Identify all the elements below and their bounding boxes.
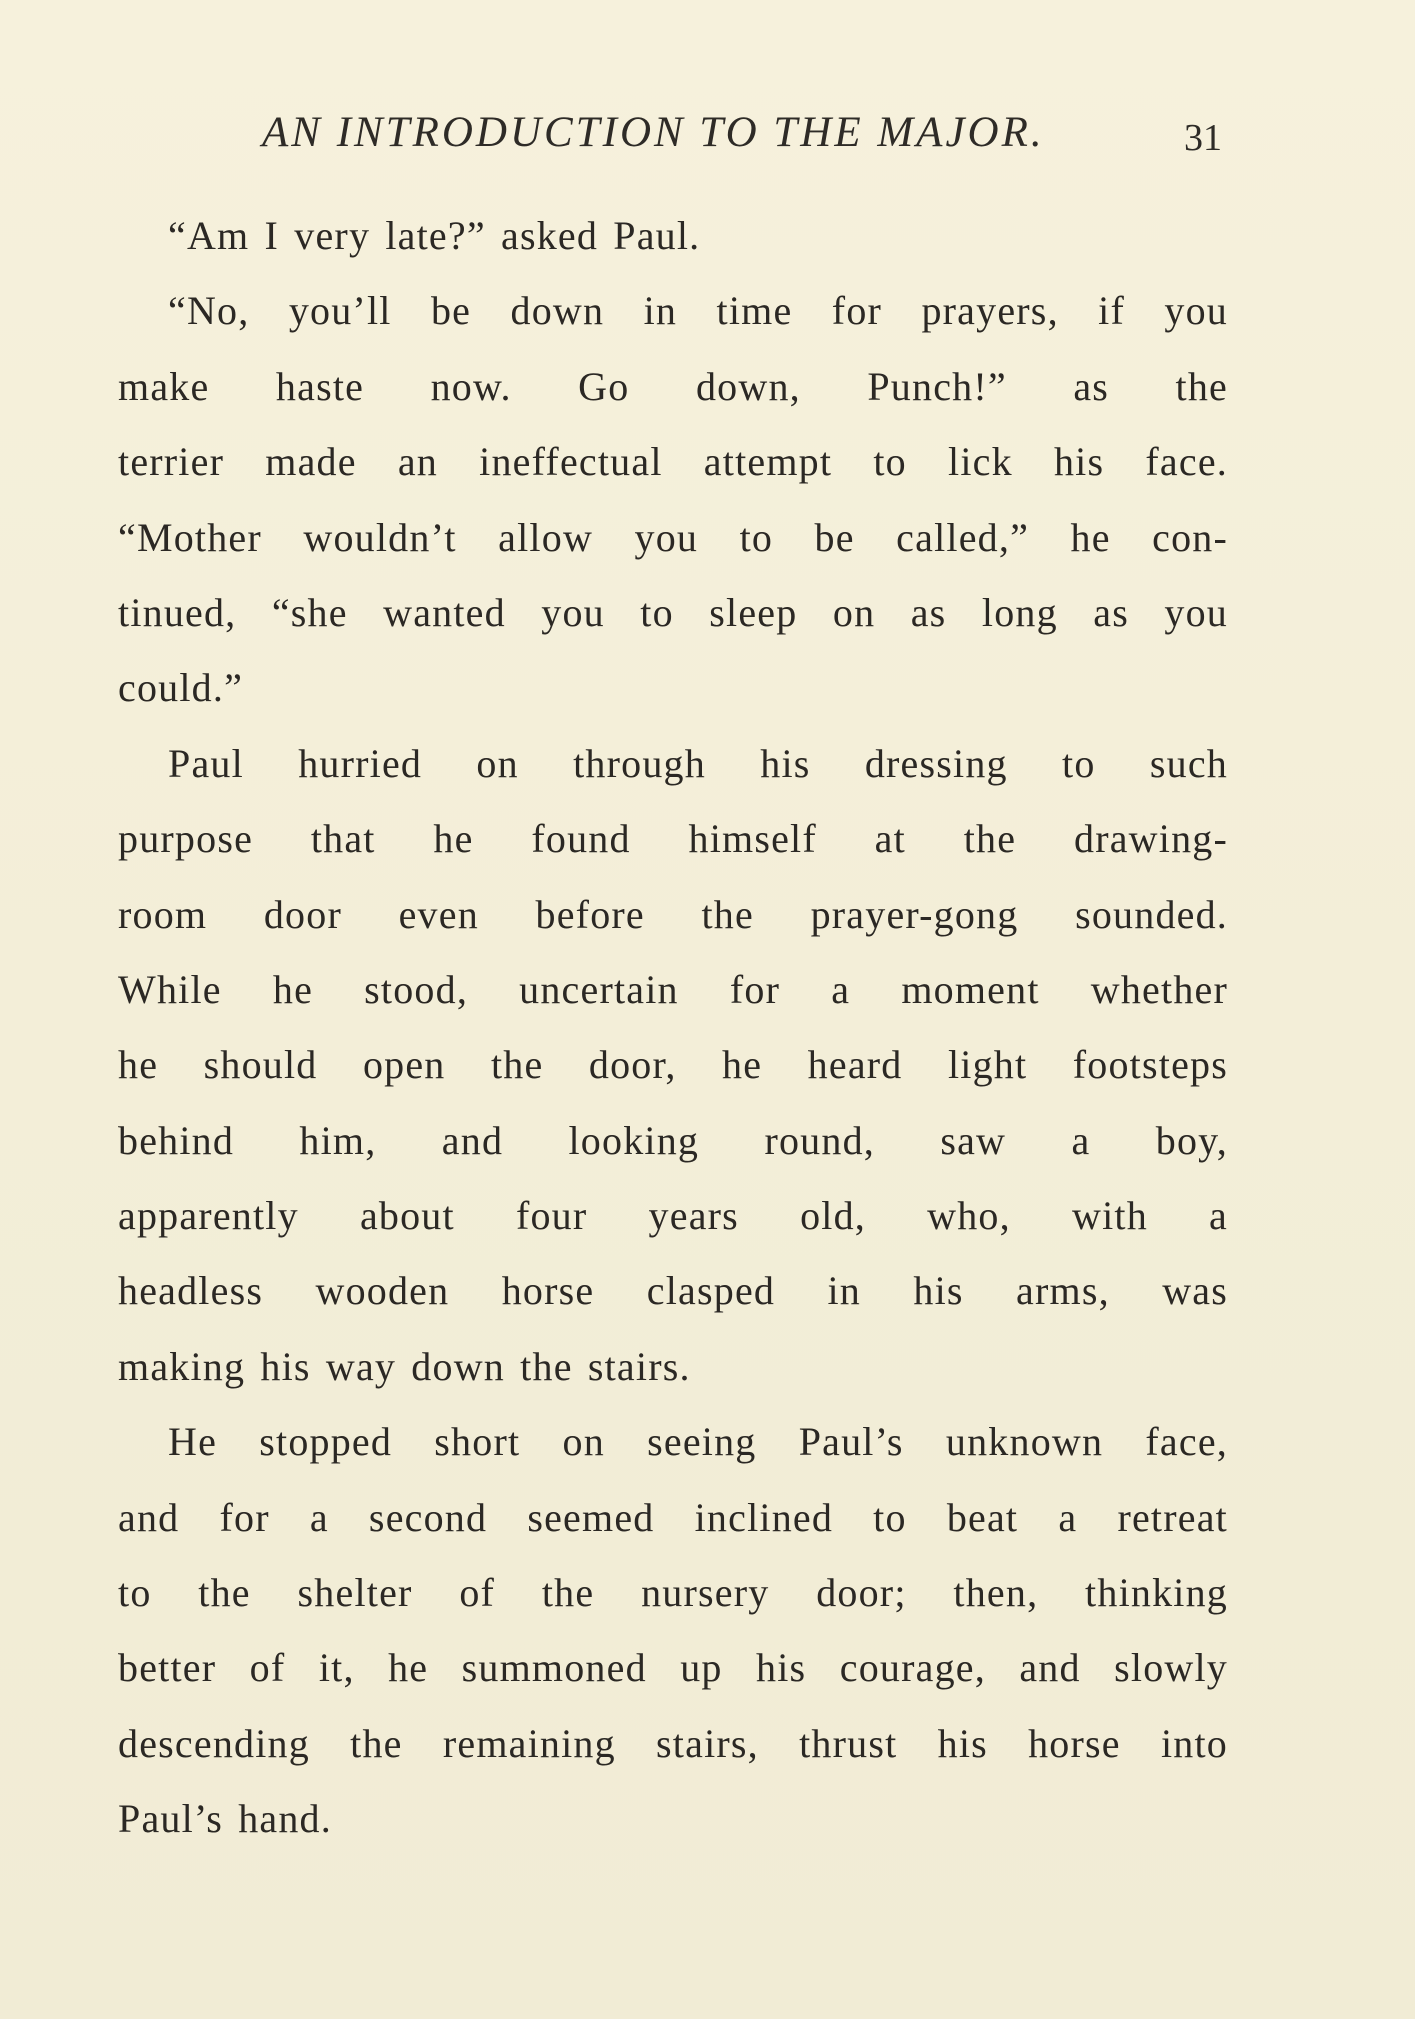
text-line: room door even before the prayer-gong sounded. [118,891,1228,937]
running-title: AN INTRODUCTION TO THE MAJOR. [262,109,1045,156]
text-line: descending the remaining stairs, thrust his horse into [118,1720,1228,1766]
text-line: to the shelter of the nursery door; then, thinking [118,1570,1228,1616]
text-line: and for a second seemed inclined to beat a retreat [118,1494,1228,1540]
text-line: tinued, “she wanted you to sleep on as long as you [118,589,1228,635]
text-line: apparently about four years old, who, with a [118,1193,1228,1239]
page-number: 31 [1184,117,1222,159]
text-line: While he stood, uncertain for a moment whether [118,966,1228,1012]
text-line: headless wooden horse clasped in his arms, was [118,1268,1228,1314]
text-line: making his way down the stairs. [118,1343,691,1389]
text-line: “Am I very late?” asked Paul. [168,213,701,258]
text-line: purpose that he found himself at the drawing- [118,816,1228,862]
text-line: “No, you’ll be down in time for prayers, if you [168,288,1228,334]
text-line: Paul hurried on through his dressing to such [168,740,1228,786]
text-line: “Mother wouldn’t allow you to be called,” he con- [118,514,1228,560]
text-line: better of it, he summoned up his courage, and slowly [118,1645,1228,1691]
text-line: behind him, and looking round, saw a boy, [118,1117,1228,1163]
text-line: make haste now. Go down, Punch!” as the [118,363,1228,409]
text-line: terrier made an ineffectual attempt to lick his face. [118,439,1228,485]
text-line: could.” [118,665,244,711]
text-line: he should open the door, he heard light footsteps [118,1042,1228,1088]
body-text [118,198,1228,1857]
text-line: Paul’s hand. [118,1796,332,1842]
text-line: He stopped short on seeing Paul’s unknown face, [168,1419,1228,1465]
